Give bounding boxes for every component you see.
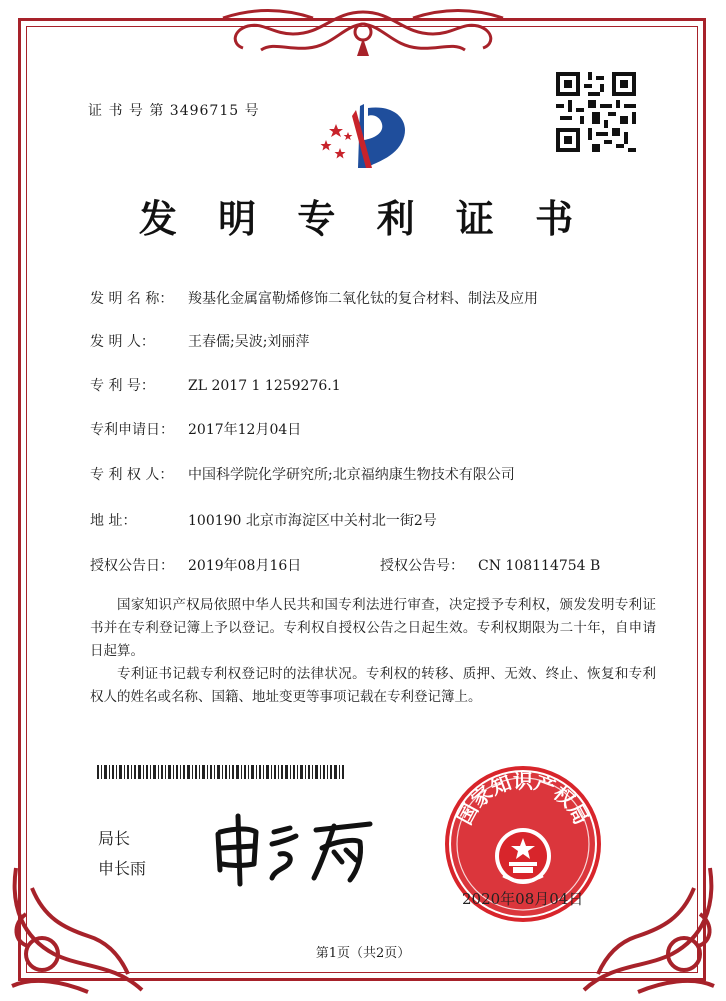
- inventor-value: 王春儒;吴波;刘丽萍: [188, 334, 310, 350]
- field-patent-number: [90, 375, 341, 395]
- patent-number-label: 专 利 号：: [90, 378, 155, 394]
- field-grant-number: [380, 555, 600, 575]
- field-invention-name: [90, 288, 538, 308]
- handwritten-signature: [210, 808, 380, 888]
- top-ornament: [213, 4, 513, 62]
- patentee-label: 专 利 权 人：: [90, 467, 174, 483]
- national-emblem-icon: [495, 828, 551, 884]
- patent-office-logo-icon: [316, 96, 416, 174]
- field-filing-date: [90, 419, 301, 439]
- bureau-director-name: 申长雨: [98, 859, 147, 878]
- field-inventor: [90, 331, 309, 351]
- invention-name-value: 羧基化金属富勒烯修饰二氧化钛的复合材料、制法及应用: [188, 291, 538, 307]
- filing-date-value: 2017年12月04日: [188, 422, 302, 438]
- field-address: [90, 510, 437, 530]
- barcode: [97, 765, 347, 779]
- filing-date-label: 专利申请日：: [90, 422, 174, 438]
- corner-ornament-left: [4, 858, 149, 998]
- field-patentee: [90, 464, 515, 484]
- grant-date-label: 授权公告日：: [90, 558, 174, 574]
- invention-name-label: 发 明 名 称：: [90, 291, 174, 307]
- inventor-label: 发 明 人：: [90, 334, 155, 350]
- grant-number-value: CN 108114754 B: [478, 558, 601, 574]
- certificate-body: [90, 594, 656, 709]
- bureau-title: 局长: [98, 829, 131, 848]
- address-value: 100190 北京市海淀区中关村北一街2号: [188, 513, 437, 529]
- body-paragraph-2: 专利证书记载专利权登记时的法律状况。专利权的转移、质押、无效、终止、恢复和专利权人的姓名或名称、国籍、地址变更等事项记载在专利登记簿上。: [90, 666, 656, 705]
- page-number: 第1页（共2页）: [315, 946, 411, 961]
- grant-number-label: 授权公告号：: [380, 558, 464, 574]
- field-grant-date: [90, 555, 301, 575]
- address-label: 地 址：: [90, 513, 137, 529]
- seal-date: 2020年08月04日: [462, 890, 584, 908]
- patent-number-value: ZL 2017 1 1259276.1: [188, 378, 341, 394]
- certificate-number: 证 书 号 第 3496715 号: [88, 103, 260, 119]
- body-paragraph-1: 国家知识产权局依照中华人民共和国专利法进行审查，决定授予专利权，颁发发明专利证书并在专利登记簿上予以登记。专利权自授权公告之日起生效。专利权期限为二十年，自申请日起算。: [90, 597, 656, 659]
- certificate-title: 发 明 专 利 证 书: [138, 196, 588, 241]
- seal-text: 国家知识产权局: [452, 769, 594, 829]
- qr-code-icon: [556, 72, 636, 152]
- grant-date-value: 2019年08月16日: [188, 558, 302, 574]
- patentee-value: 中国科学院化学研究所;北京福纳康生物技术有限公司: [188, 467, 515, 483]
